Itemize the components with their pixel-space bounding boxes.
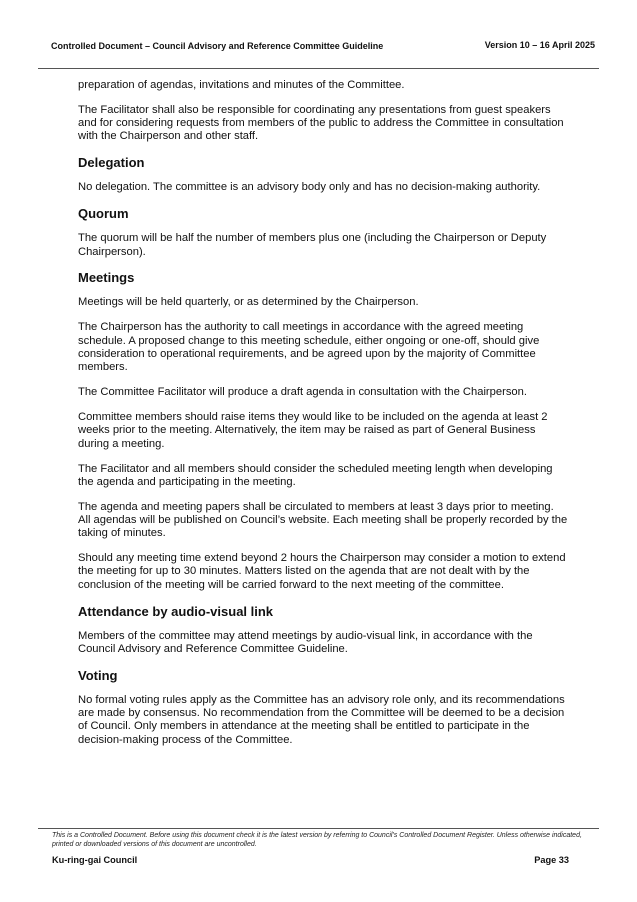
page-header xyxy=(38,0,599,69)
footer-divider xyxy=(38,828,599,829)
section-heading-voting: Voting xyxy=(78,667,118,683)
paragraph: Committee members should raise items they would like to be included on the agenda at least 2 weeks prior to the meeting. Alternatively, the item may be raised as part of General Business during a meeting. xyxy=(78,411,548,450)
paragraph: The Committee Facilitator will produce a draft agenda in consultation with the Chairperson. xyxy=(78,386,527,399)
document-body xyxy=(78,79,568,759)
paragraph: The Chairperson has the authority to call meetings in accordance with the agreed meeting schedule. A proposed change to this meeting schedule, either ongoing or one-off, should give consideration to operational requirements, and be agreed upon by the majority of Committee members. xyxy=(78,321,540,374)
section-heading-quorum: Quorum xyxy=(78,206,129,222)
controlled-document-notice: This is a Controlled Document. Before using this document check it is the latest version by referring to Council’s Controlled Document Register. Unless otherwise indicated, printed or downloaded versions of this document are uncontrolled. xyxy=(52,832,582,848)
paragraph: No delegation. The committee is an advisory body only and has no decision-making authority. xyxy=(78,181,541,194)
page-number: Page 33 xyxy=(534,855,569,865)
paragraph: Members of the committee may attend meetings by audio-visual link, in accordance with the Council Advisory and Reference Committee Guideline. xyxy=(78,629,533,655)
document-version: Version 10 – 16 April 2025 xyxy=(484,40,595,50)
section-heading-meetings: Meetings xyxy=(78,270,135,286)
section-heading-attendance: Attendance by audio-visual link xyxy=(78,603,274,619)
document-title: Controlled Document – Council Advisory and Reference Committee Guideline xyxy=(51,41,384,51)
paragraph: The Facilitator and all members should consider the scheduled meeting length when developing the agenda and participating in the meeting. xyxy=(78,462,553,488)
section-heading-delegation: Delegation xyxy=(78,155,145,171)
footer-organisation: Ku-ring-gai Council xyxy=(52,855,138,865)
paragraph: Meetings will be held quarterly, or as determined by the Chairperson. xyxy=(78,296,419,309)
paragraph: No formal voting rules apply as the Committee has an advisory role only, and its recommendations are made by consensus. No recommendation from the Committee will be deemed to be a decision of Council. Only members in attendance at the meeting shall be entitled to participate in the decision-making process of the Committee. xyxy=(78,693,565,746)
paragraph: Should any meeting time extend beyond 2 hours the Chairperson may consider a motion to extend the meeting for up to 30 minutes. Matters listed on the agenda that are not dealt with by the conclusion of the meeting will be carried forward to the next meeting of the committee. xyxy=(78,552,566,591)
paragraph: The quorum will be half the number of members plus one (including the Chairperson or Deputy Chairperson). xyxy=(78,232,547,258)
paragraph: The agenda and meeting papers shall be circulated to members at least 3 days prior to meeting. All agendas will be published on Council’s website. Each meeting shall be properly recorded by the taking of minutes. xyxy=(78,500,568,540)
paragraph: preparation of agendas, invitations and minutes of the Committee. xyxy=(78,79,405,91)
paragraph: The Facilitator shall also be responsible for coordinating any presentations from guest speakers and for considering requests from members of the public to address the Committee in consultation with the Chairperson and other staff. xyxy=(78,103,564,143)
